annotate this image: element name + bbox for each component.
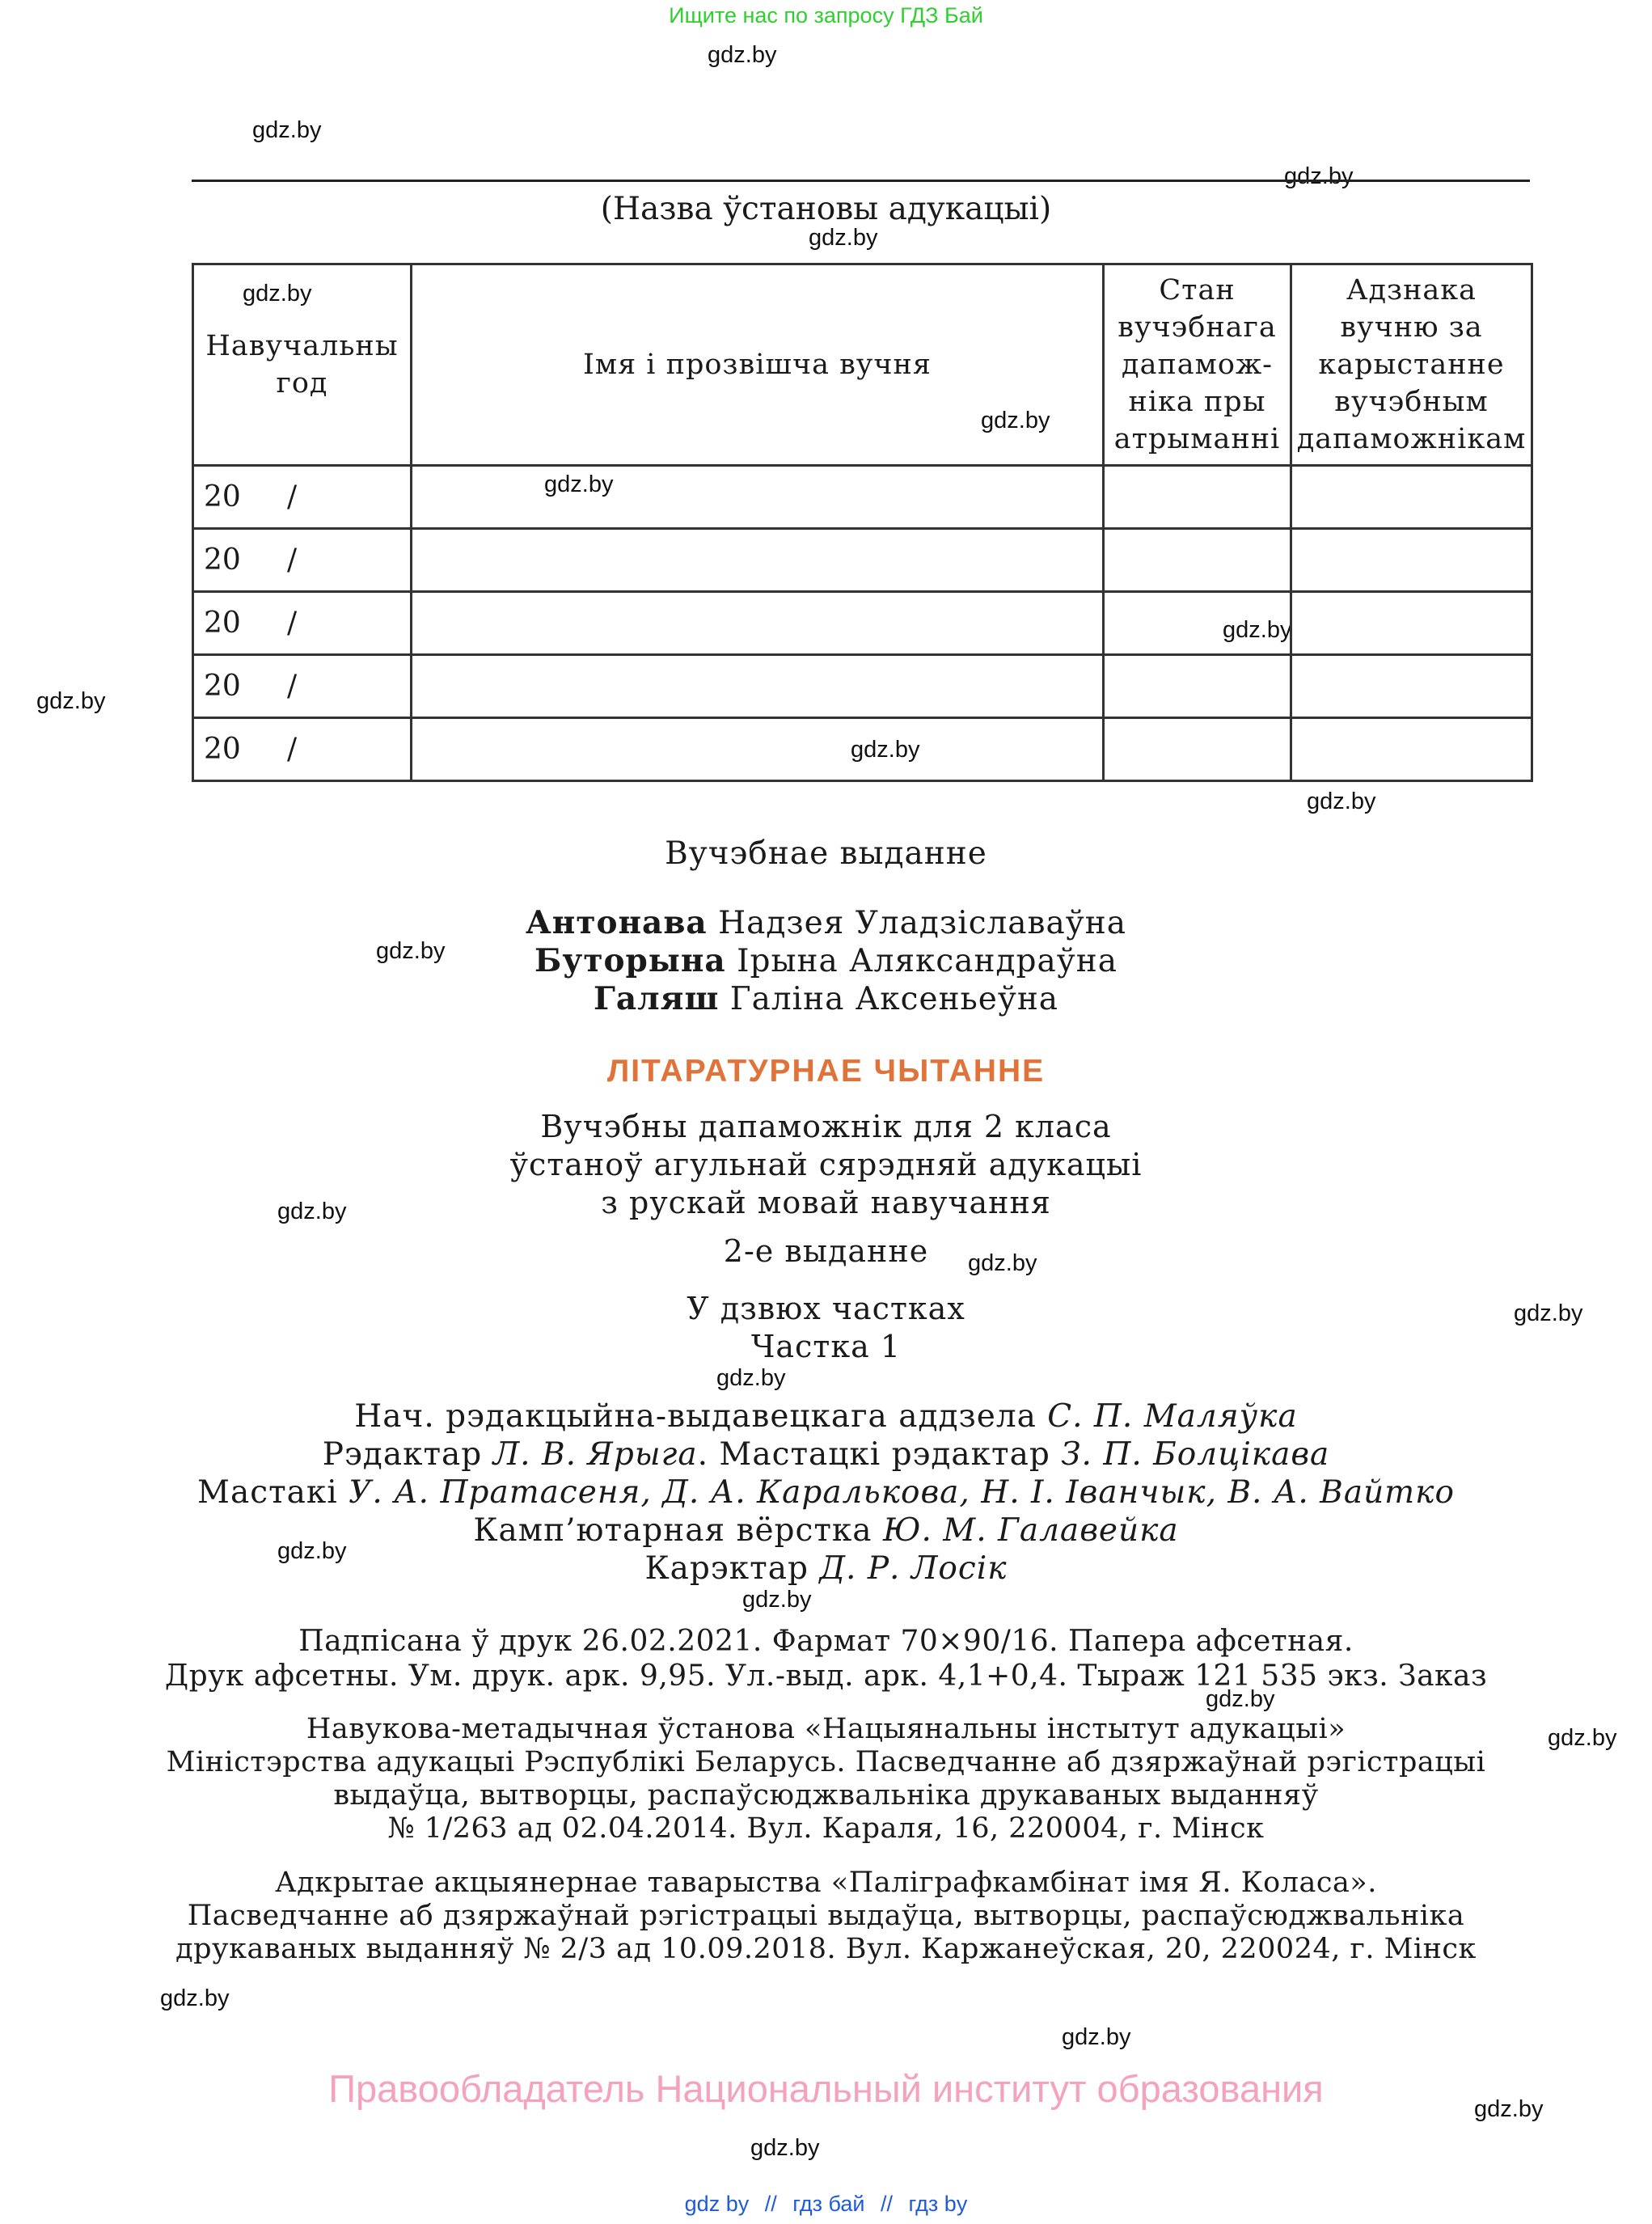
watermark: gdz.by (1284, 163, 1354, 189)
year-cell: 20 / (193, 592, 412, 655)
watermark: gdz.by (277, 1199, 347, 1224)
footer-link-gdz-bai[interactable]: гдз бай (792, 2192, 865, 2216)
author-line: Галяш Галіна Аксеньеўна (593, 980, 1059, 1017)
student-name-cell (412, 529, 1104, 592)
mark-cell (1291, 718, 1532, 781)
header-academic-year: Навучальны год (193, 264, 412, 466)
watermark: gdz.by (544, 471, 614, 497)
credit-line: Камп’ютарная вёрстка Ю. М. Галавейка (473, 1512, 1179, 1549)
credit-line: Нач. рэдакцыйна-выдавецкага аддзела С. П. Маляўка (354, 1398, 1298, 1435)
table-row (193, 466, 1532, 529)
header-usage-mark: Адзнака вучню за карыстанне вучэбным дапаможнікам (1291, 264, 1532, 466)
watermark: gdz.by (36, 688, 106, 714)
student-name-cell (412, 718, 1104, 781)
watermark: gdz.by (160, 1985, 230, 2011)
footer-links (0, 2192, 1652, 2217)
year-cell: 20 / (193, 718, 412, 781)
table-row (193, 592, 1532, 655)
student-name-cell (412, 466, 1104, 529)
book-title: ЛІТАРАТУРНАЕ ЧЫТАННЕ (606, 1054, 1046, 1089)
condition-cell (1104, 466, 1291, 529)
footer-link-gdz-by[interactable]: gdz by (684, 2192, 750, 2216)
header-textbook-condition: Стан вучэбнага дапамож- ніка пры атрыманні (1104, 264, 1291, 466)
table-row (193, 529, 1532, 592)
watermark: gdz.by (1548, 1725, 1617, 1751)
footer-link-gdz-by-cyr[interactable]: гдз by (908, 2192, 968, 2216)
author-line: Антонава Надзея Уладзіславаўна (526, 904, 1126, 941)
table-row (193, 718, 1532, 781)
printer-info: Адкрытае акцыянернае таварыства «Паліграфкамбінат імя Я. Коласа». Пасведчанне аб дзяржаўнай рэгістрацыі выдаўца, вытворцы, распаўсюджвальніка друкаваных выданняў № 2/3 ад 10.09.2018. Вул. Каржанеўская, 20, 220024, г. Мінск (175, 1867, 1477, 1965)
rightsholder-notice: Правообладатель Национальный институт образования (328, 2067, 1324, 2110)
condition-cell (1104, 655, 1291, 718)
student-name-cell (412, 655, 1104, 718)
authors-list (0, 904, 1652, 1018)
institution-caption: (Назва ўстановы адукацыі) (600, 191, 1052, 227)
footer-separator: // (881, 2192, 894, 2216)
institution-name-line (192, 180, 1530, 182)
credit-line: Карэктар Д. Р. Лосік (644, 1550, 1008, 1587)
watermark: gdz.by (809, 225, 878, 251)
watermark: gdz.by (708, 42, 777, 68)
watermark: gdz.by (1514, 1300, 1583, 1326)
watermark: gdz.by (1223, 617, 1292, 643)
watermark: gdz.by (742, 1587, 812, 1613)
search-hint: Ищите нас по запросу ГДЗ Бай (669, 3, 983, 27)
textbook-register-table (192, 263, 1533, 782)
credit-line: Рэдактар Л. В. Ярыга. Мастацкі рэдактар З. П. Болцікава (322, 1436, 1330, 1473)
header-student-name: Імя і прозвішча вучня (412, 264, 1104, 466)
footer-separator: // (764, 2192, 777, 2216)
watermark: gdz.by (981, 408, 1050, 433)
watermark: gdz.by (750, 2135, 820, 2161)
condition-cell (1104, 592, 1291, 655)
mark-cell (1291, 466, 1532, 529)
watermark: gdz.by (376, 938, 446, 964)
publisher-info: Навукова-метадычная ўстанова «Нацыянальны інстытут адукацыі» Міністэрства адукацыі Рэспублікі Беларусь. Пасведчанне аб дзяржаўнай рэгістрацыі выдаўца, вытворцы, распаўсюджвальніка друкаваных выданняў № 1/263 ад 02.04.2014. Вул. Караля, 16, 220004, г. Мінск (166, 1713, 1486, 1845)
watermark: gdz.by (1062, 2024, 1131, 2050)
watermark: gdz.by (851, 737, 920, 763)
condition-cell (1104, 718, 1291, 781)
table-row (193, 655, 1532, 718)
watermark: gdz.by (243, 281, 312, 307)
edition-number: 2-е выданне (723, 1233, 929, 1269)
publication-type: Вучэбнае выданне (665, 835, 987, 872)
watermark: gdz.by (1474, 2096, 1544, 2122)
table-header-row (193, 264, 1532, 466)
year-cell: 20 / (193, 529, 412, 592)
student-name-cell (412, 592, 1104, 655)
book-subtitle: Вучэбны дапаможнік для 2 класа ўстаноў агульнай сярэдняй адукацыі з рускай мовай навучання (509, 1109, 1143, 1220)
mark-cell (1291, 529, 1532, 592)
credits-block (0, 1397, 1652, 1588)
year-cell: 20 / (193, 655, 412, 718)
watermark: gdz.by (1206, 1686, 1275, 1712)
mark-cell (1291, 592, 1532, 655)
watermark: gdz.by (252, 117, 322, 143)
parts-info: У дзвюх частках Частка 1 (687, 1291, 965, 1364)
watermark: gdz.by (1307, 789, 1376, 814)
watermark: gdz.by (968, 1250, 1037, 1276)
author-line: Буторына Ірына Аляксандраўна (534, 942, 1118, 979)
watermark: gdz.by (716, 1365, 786, 1391)
mark-cell (1291, 655, 1532, 718)
credit-line: Мастакі У. А. Пратасеня, Д. А. Каралькова, Н. І. Іванчык, В. А. Вайтко (197, 1474, 1455, 1511)
year-cell: 20 / (193, 466, 412, 529)
watermark: gdz.by (277, 1538, 347, 1564)
condition-cell (1104, 529, 1291, 592)
print-info: Падпісана ў друк 26.02.2021. Фармат 70×90/16. Папера афсетная. Друк афсетны. Ум. друк. арк. 9,95. Ул.-выд. арк. 4,1+0,4. Тыраж 121 535 экз. Заказ (164, 1625, 1488, 1693)
